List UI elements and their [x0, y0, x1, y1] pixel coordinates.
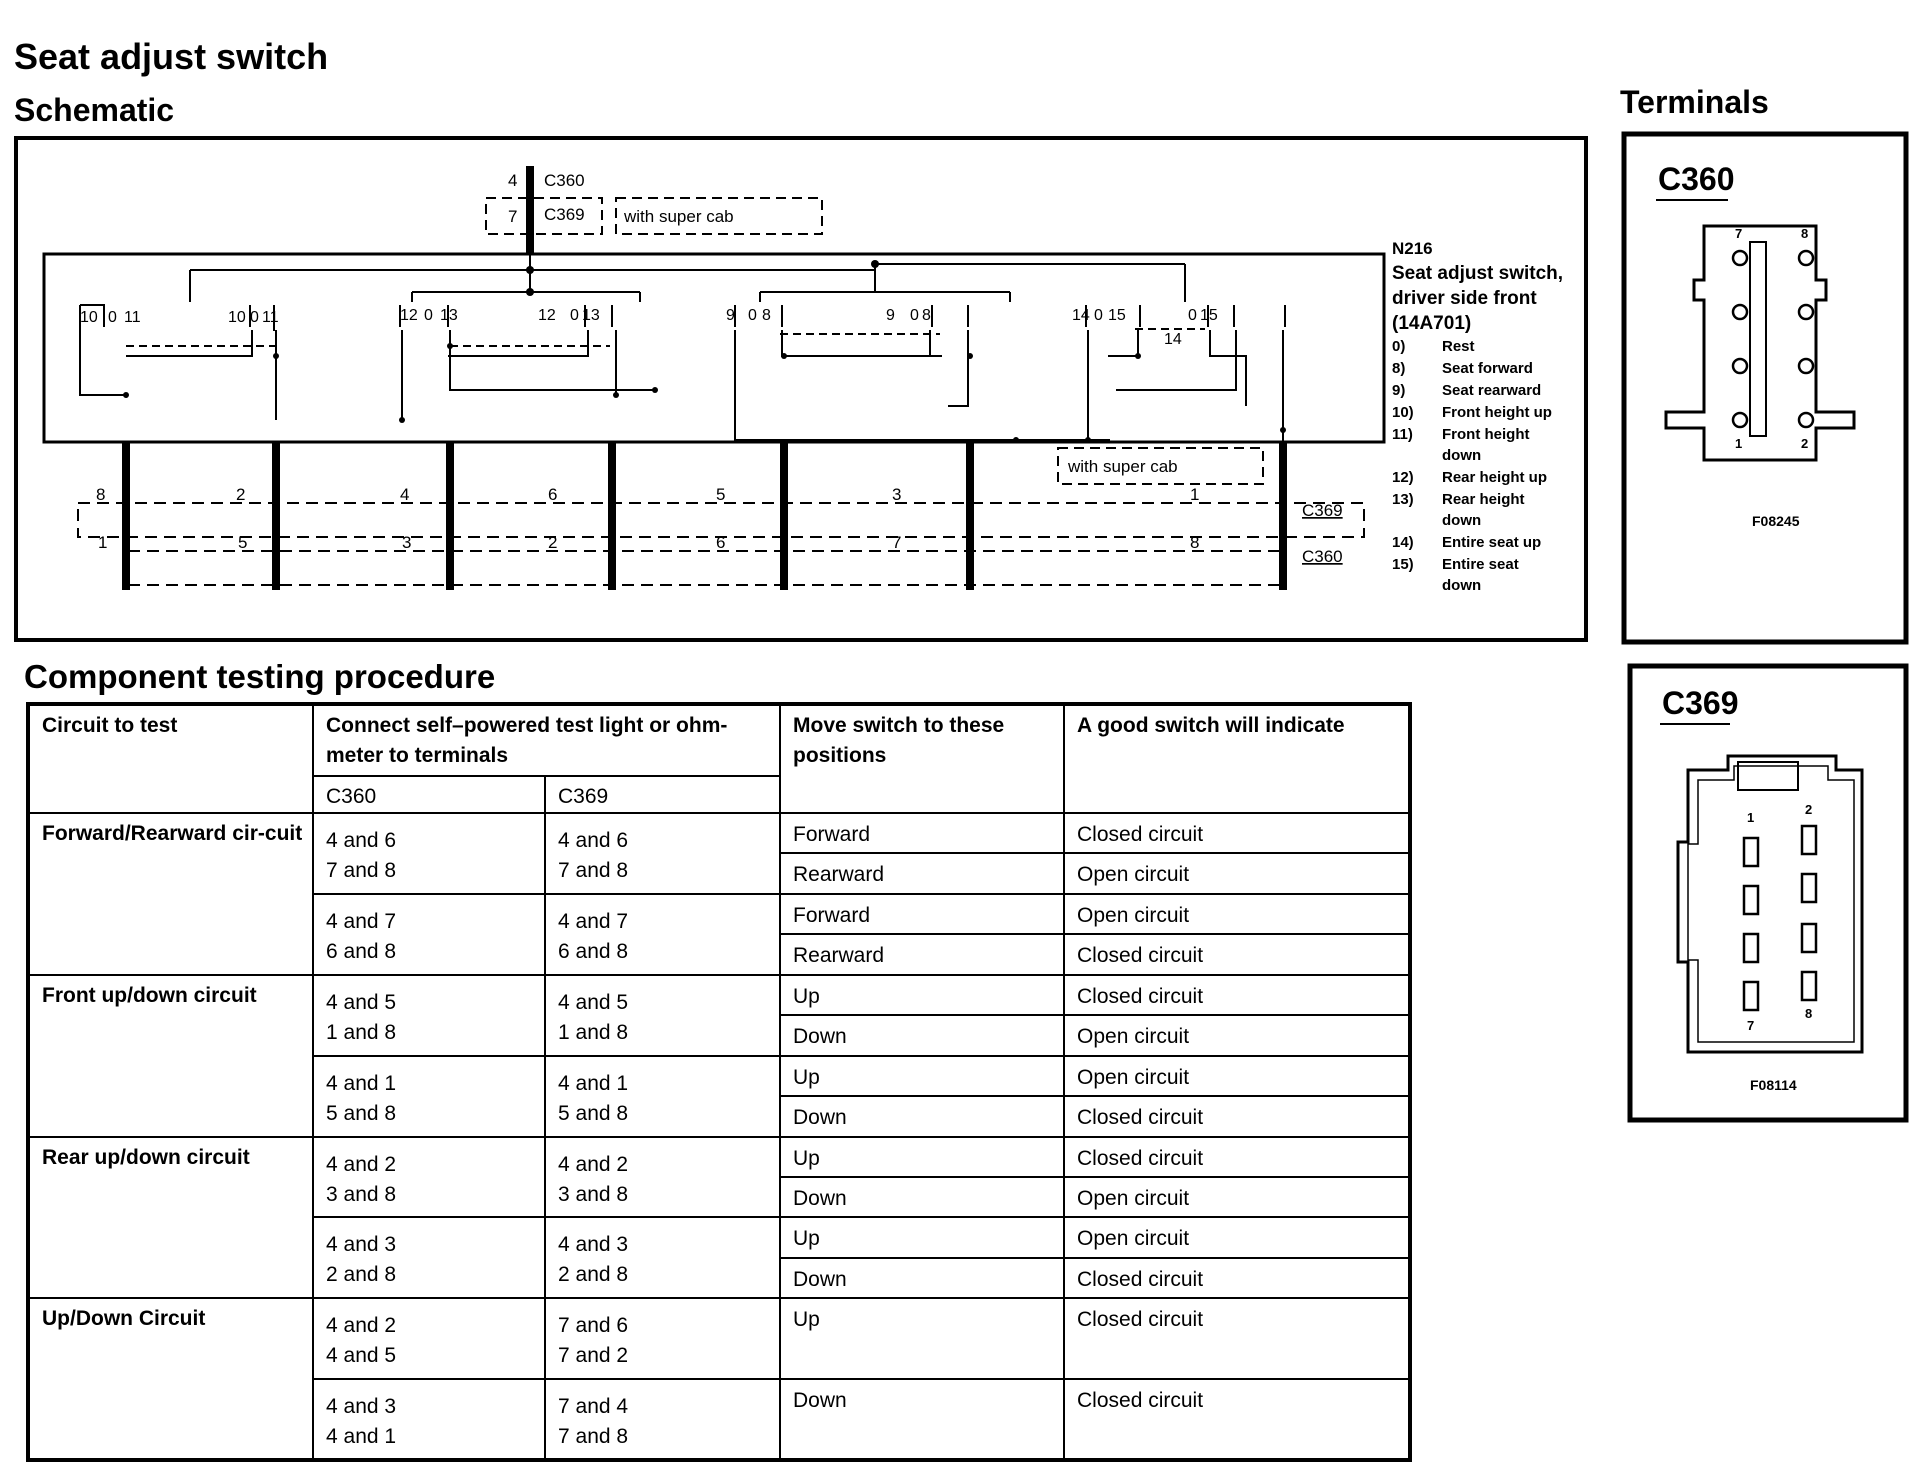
c360-pin-number: 5 [238, 533, 248, 552]
c369-terminals [545, 1298, 780, 1379]
c369-pin-1-label: 1 [1747, 810, 1755, 825]
top-c369: C369 [544, 205, 585, 224]
expected-result: Open circuit [1064, 853, 1410, 893]
expected-result: Open circuit [1064, 1056, 1410, 1096]
legend-number: 9) [1392, 382, 1406, 399]
terminal-pair: 4 and 2 [326, 1314, 397, 1338]
switch-position: Up [780, 975, 1064, 1015]
c360-pin-7 [1733, 251, 1747, 265]
contact-label: 9 [886, 307, 895, 324]
terminal-pair: 4 and 2 [558, 1152, 629, 1176]
circuit-name: Up/Down Circuit [28, 1298, 313, 1460]
component-name: Seat adjust switch, [1392, 263, 1564, 284]
terminal-pair: 7 and 8 [558, 859, 629, 882]
c369-pin-number: 8 [96, 485, 106, 504]
c369-pin-2-label: 2 [1805, 802, 1813, 817]
terminal-pair: 1 and 8 [558, 1020, 629, 1044]
contact-label: 0 [910, 307, 919, 324]
switch-position: Up [780, 1056, 1064, 1096]
c360-pin-8 [1799, 251, 1813, 265]
contact-label: 0 [424, 307, 433, 324]
top-pin4: 4 [508, 171, 518, 190]
terminal-pair: 3 and 8 [558, 1182, 629, 1206]
component-name: driver side front [1392, 288, 1537, 309]
contact-label: 0 [108, 309, 117, 326]
expected-result: Open circuit [1064, 1015, 1410, 1055]
c360-terminals [313, 813, 545, 894]
circuit-name: Front up/down circuit [28, 975, 313, 1137]
legend-text: down [1442, 577, 1482, 594]
c369-pin-number: 4 [400, 485, 410, 504]
c360-pin-number: 6 [716, 533, 726, 552]
table-row [28, 813, 1410, 853]
legend-number: 13) [1392, 491, 1414, 508]
c369-terminals [545, 1056, 780, 1137]
legend-number: 12) [1392, 469, 1414, 486]
terminal-pair: 4 and 6 [558, 829, 629, 852]
c360-pin-2-label: 2 [1801, 436, 1809, 451]
legend-text: Front height [1442, 426, 1530, 443]
page-title: Seat adjust switch [14, 36, 329, 77]
legend-number: 15) [1392, 556, 1414, 573]
c360-pin-7-label: 7 [1735, 226, 1743, 241]
terminal-pair: 4 and 1 [558, 1071, 629, 1095]
terminal-pair: 4 and 3 [558, 1233, 629, 1257]
c360-pin-2 [1799, 413, 1813, 427]
terminals-heading: Terminals [1620, 84, 1769, 120]
c360-terminals [313, 1137, 545, 1218]
top-pin7: 7 [508, 207, 518, 226]
c369-terminals [545, 894, 780, 975]
terminal-pair: 2 and 8 [326, 1263, 397, 1287]
c360-terminals [313, 1217, 545, 1298]
legend-text: Rear height up [1442, 469, 1548, 486]
terminal-pair: 4 and 1 [326, 1071, 397, 1095]
c369-pin-7 [1744, 982, 1758, 1010]
legend-number: 0) [1392, 338, 1406, 355]
contact-label: 13 [582, 307, 600, 324]
terminal-pair: 7 and 4 [558, 1395, 629, 1419]
expected-result: Open circuit [1064, 1177, 1410, 1217]
schematic-diagram [0, 130, 1600, 650]
c360-pin-number: 3 [402, 533, 412, 552]
expected-result: Closed circuit [1064, 1379, 1410, 1460]
switch-position: Forward [780, 813, 1064, 853]
switch-position: Forward [780, 894, 1064, 934]
terminal-pair: 4 and 5 [326, 1344, 397, 1368]
c369-figure-id: F08114 [1750, 1077, 1797, 1093]
terminal-pair: 6 and 8 [558, 939, 629, 963]
c369-pin-8 [1802, 972, 1816, 1000]
legend-text: Entire seat up [1442, 534, 1542, 551]
terminal-pair: 4 and 5 [558, 990, 629, 1014]
switch-position: Up [780, 1217, 1064, 1257]
contact-label: 10 [228, 309, 246, 326]
procedure-table [26, 702, 1412, 1462]
terminal-pair: 7 and 2 [558, 1344, 629, 1368]
terminal-pair: 4 and 7 [326, 909, 397, 933]
contact-label: 0 [570, 307, 579, 324]
expected-result: Closed circuit [1064, 975, 1410, 1015]
top-super-cab-note: with super cab [624, 207, 734, 226]
c369-terminals [545, 1217, 780, 1298]
c369-pin-number: 2 [236, 485, 246, 504]
header-move: Move switch to these positions [780, 704, 1064, 813]
switch-position: Down [780, 1096, 1064, 1136]
c369-pin-number: 3 [892, 485, 902, 504]
c360-terminal-title: C360 [1658, 161, 1735, 197]
switch-position: Up [780, 1137, 1064, 1177]
expected-result: Closed circuit [1064, 1096, 1410, 1136]
switch-position: Down [780, 1379, 1064, 1460]
circuit-name: Rear up/down circuit [28, 1137, 313, 1299]
c369-terminals [545, 1137, 780, 1218]
header-circuit: Circuit to test [28, 704, 313, 813]
expected-result: Closed circuit [1064, 1137, 1410, 1177]
terminal-pair: 5 and 8 [326, 1101, 397, 1125]
switch-position: Down [780, 1258, 1064, 1298]
contact-label: 15 [1108, 307, 1126, 324]
terminal-pair: 3 and 8 [326, 1182, 397, 1206]
contact-label: 8 [922, 307, 931, 324]
legend-number: 11) [1392, 426, 1413, 443]
c369-terminals [545, 975, 780, 1056]
c360-pin-number: 1 [98, 533, 108, 552]
contact-label: 15 [1200, 307, 1218, 324]
c369-pin-2 [1802, 826, 1816, 854]
c360-pin-1-label: 1 [1735, 436, 1743, 451]
terminal-pair: 7 and 6 [558, 1314, 629, 1338]
c369-pin-number: 1 [1190, 485, 1200, 504]
c369-connector-label: C369 [1302, 501, 1343, 520]
terminal-pair: 7 and 8 [558, 1425, 629, 1449]
header-indicate: A good switch will indicate [1064, 704, 1410, 813]
terminal-pair: 4 and 2 [326, 1152, 397, 1176]
c360-pin-number: 2 [548, 533, 558, 552]
c360-terminals [313, 1298, 545, 1379]
c369-pin-7-label: 7 [1747, 1018, 1755, 1033]
c369-terminal-title: C369 [1662, 685, 1739, 721]
c369-terminals [545, 1379, 780, 1460]
legend-number: 8) [1392, 360, 1406, 377]
c360-terminals [313, 975, 545, 1056]
legend-text: Rest [1442, 338, 1475, 355]
expected-result: Closed circuit [1064, 934, 1410, 974]
schematic-heading: Schematic [14, 92, 175, 128]
contact-label: 14 [1072, 307, 1090, 324]
c369-pin-8-label: 8 [1805, 1006, 1813, 1021]
switch-position: Up [780, 1298, 1064, 1379]
switch-position: Down [780, 1015, 1064, 1055]
terminal-pair: 7 and 8 [326, 859, 397, 882]
terminal-pair: 4 and 3 [326, 1233, 397, 1257]
contact-label: 10 [80, 309, 98, 326]
header-c360: C360 [313, 776, 545, 813]
terminal-pair: 6 and 8 [326, 939, 397, 963]
terminal-pair: 4 and 7 [558, 909, 629, 933]
terminal-pair: 4 and 3 [326, 1395, 397, 1419]
table-row [28, 1298, 1410, 1338]
terminal-pair: 1 and 8 [326, 1020, 397, 1044]
legend-text: down [1442, 447, 1482, 464]
component-code: N216 [1392, 239, 1433, 258]
c369-pin-number: 5 [716, 485, 726, 504]
circuit-name: Forward/Rearward cir-cuit [28, 813, 313, 975]
switch-position: Rearward [780, 853, 1064, 893]
expected-result: Open circuit [1064, 1217, 1410, 1257]
bottom-super-cab-note: with super cab [1068, 457, 1178, 476]
c360-terminals [313, 1056, 545, 1137]
c360-terminals [313, 1379, 545, 1460]
table-row [28, 975, 1410, 1015]
c360-pin-8-label: 8 [1801, 226, 1809, 241]
table-row [28, 1137, 1410, 1177]
contact-label: 0 [1188, 307, 1197, 324]
terminal-pair: 4 and 1 [326, 1425, 397, 1449]
contact-label: 11 [124, 309, 141, 326]
contact-label: 11 [262, 309, 279, 326]
c360-pin-number: 7 [892, 533, 902, 552]
legend-text: Rear height [1442, 491, 1525, 508]
procedure-heading: Component testing procedure [24, 658, 496, 695]
header-connect: Connect self–powered test light or ohm-meter to terminals [313, 704, 780, 776]
legend-number: 10) [1392, 404, 1414, 421]
contact-label: 0 [1094, 307, 1103, 324]
contact-label: 8 [762, 307, 771, 324]
expected-result: Closed circuit [1064, 1258, 1410, 1298]
component-name: (14A701) [1392, 313, 1472, 334]
c360-terminal-panel [1620, 130, 1910, 650]
contact-label: 12 [538, 307, 556, 324]
contact-label: 14 [1164, 331, 1182, 348]
legend-text: Entire seat [1442, 556, 1519, 573]
top-c360: C360 [544, 171, 585, 190]
contact-label: 0 [250, 309, 259, 326]
c369-connector-outline [1678, 756, 1862, 1052]
c369-terminals [545, 813, 780, 894]
expected-result: Closed circuit [1064, 1298, 1410, 1379]
contact-label: 13 [440, 307, 458, 324]
switch-position: Down [780, 1177, 1064, 1217]
terminal-pair: 2 and 8 [558, 1263, 629, 1287]
expected-result: Open circuit [1064, 894, 1410, 934]
legend-text: down [1442, 512, 1482, 529]
c369-pin-1 [1744, 838, 1758, 866]
terminal-pair: 4 and 6 [326, 829, 397, 852]
c369-terminal-panel [1626, 662, 1910, 1126]
header-c369: C369 [545, 776, 780, 813]
c360-connector-outline [1666, 226, 1854, 460]
expected-result: Closed circuit [1064, 813, 1410, 853]
c360-pin-number: 8 [1190, 533, 1200, 552]
terminal-pair: 4 and 5 [326, 990, 397, 1014]
contact-label: 0 [748, 307, 757, 324]
legend-text: Seat forward [1442, 360, 1533, 377]
contact-label: 12 [400, 307, 418, 324]
contact-label: 9 [726, 307, 735, 324]
legend-text: Seat rearward [1442, 382, 1542, 399]
c360-figure-id: F08245 [1752, 513, 1800, 529]
c360-terminals [313, 894, 545, 975]
terminal-pair: 5 and 8 [558, 1101, 629, 1125]
c360-connector-label: C360 [1302, 547, 1343, 566]
legend-number: 14) [1392, 534, 1414, 551]
switch-position: Rearward [780, 934, 1064, 974]
legend-text: Front height up [1442, 404, 1552, 421]
c360-pin-1 [1733, 413, 1747, 427]
c369-pin-number: 6 [548, 485, 558, 504]
